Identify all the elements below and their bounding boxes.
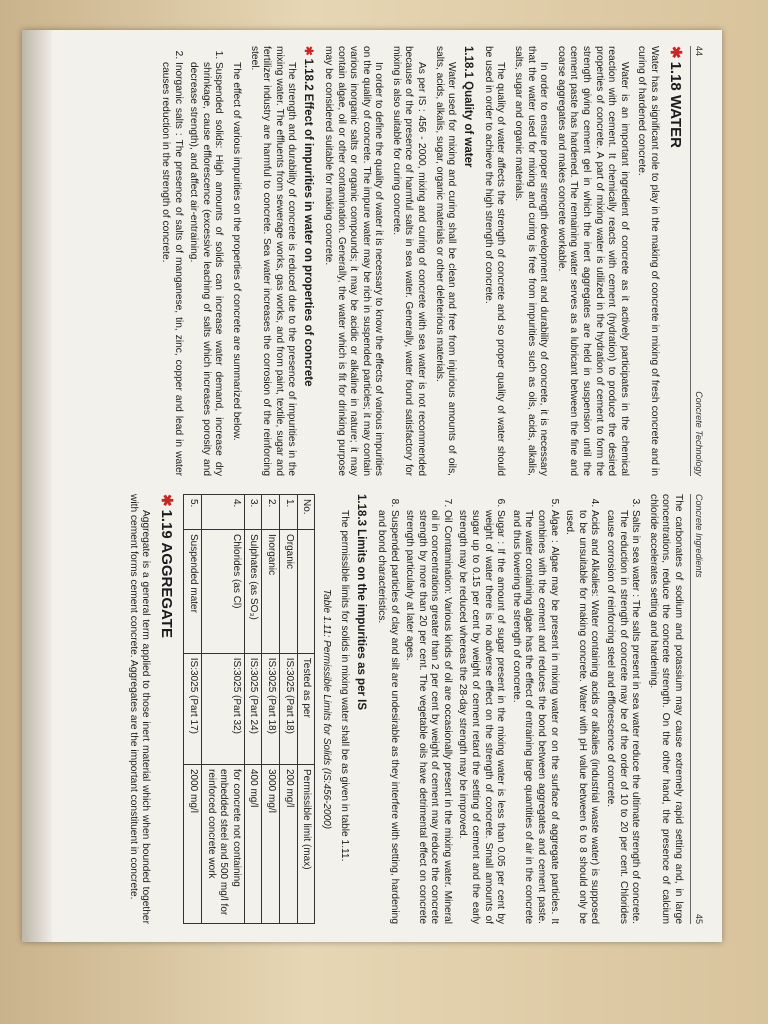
limits-heading: 1.18.3 Limits on the impurities as per IS: [355, 494, 368, 711]
intro-paragraph: Water has a significant role to play in the making of concrete in mixing of fresh concrete and in curing of hardened concrete.: [636, 46, 660, 476]
effect-paragraph: The effect of various impurities on the properties of concrete are summarized below.: [230, 62, 242, 441]
intro-paragraph: In order to ensure proper strength development and durability of concrete, it is necessary that the water used for mixing and curing is free from impurities such as oils, acids, alkalis, salts, sugar and organic materials.: [513, 46, 550, 476]
table-cell: Organic: [279, 530, 297, 654]
table-row: [262, 495, 280, 924]
table-cell: IS:3025 (Part 18): [262, 653, 280, 764]
quality-paragraph: As per IS : 456 - 2000, mixing and curing of concrete with sea water is not recommended because of the presence of harmful salts in sea water. Generally, water found satisfactory for mixing is also suitable for curing concrete.: [390, 46, 428, 476]
left-page-column: [47, 46, 707, 476]
aggregate-paragraph: Aggregate is a general term applied to those inert material which when bounded together with cement forms cement concrete. Aggregates are the important constituent in concrete.: [127, 494, 152, 924]
quality-paragraph: In order to define the quality of water it is necessary to know the effects of various impurities on the quality of concrete. The impure water may be rich in suspended particles; it may contain various inorganic salts or organic compounds; it may be acidic or alkaline in nature; it may contain algae, oil or other contamination. Generally, the water which is fit for drinking purpose may be considered suitable for making concrete.: [322, 46, 385, 476]
aggregate-heading-text: 1.19 AGGREGATE: [158, 509, 176, 638]
effect-heading-text: 1.18.2 Effect of impurities in water on properties of concrete: [302, 58, 315, 387]
effect-paragraph: The strength and durability of concrete is reduced due to the presence of impurities in the mixing water. The effluents from sewerage works, gas works, and from paint, textile, sugar and fertilizer industry are harmful to concrete. Sea water increases the corrosion of the reinforcing steel.: [248, 46, 298, 476]
carbonates-paragraph: The carbonates of sodium and potassium may cause extremely rapid setting and, in large concentrations, reduce the concrete strength. On the other hand, the presence of calcium chloride accelerates setting and hardening.: [647, 494, 684, 924]
quality-of-water-heading: 1.18.1 Quality of water: [462, 46, 475, 168]
table-header-cell: Permissible limit (max): [297, 765, 315, 924]
book-page: [22, 30, 722, 942]
table-cell: IS:3025 (Part 24): [244, 653, 262, 764]
table-header-cell: Tested as per: [297, 653, 315, 764]
star-mark-icon: ✱: [158, 494, 176, 507]
effect-of-impurities-heading: [301, 46, 315, 476]
left-running-head: Concrete Technology: [694, 391, 704, 476]
quality-paragraph: Water used for mixing and curing shall be clean and free from injurious amounts of oils, salts, acids, alkalis, sugar, organic materials or other deleterious materials.: [433, 46, 458, 476]
table-cell: Inorganic: [262, 530, 280, 654]
table-cell: 1.: [279, 495, 297, 530]
left-page-header: [690, 46, 707, 476]
table-cell: for concrete not containing embedded steel and 500 mg/l for reinforced concrete work: [202, 765, 245, 924]
table-cell: Suspended mater: [184, 530, 202, 654]
list-item: 7. Oil Contamination: Various kinds of oil are occasionally present in the mixing water. Mineral oil in concentrations greater than 2 per cent by weight of cement may reduce the concrete strength by more than 20 per cent. The vegetable oils have detrimental effect on concrete strength particularly at later ages.: [403, 510, 453, 924]
right-page-number: 45: [694, 913, 704, 924]
table-cell: IS:3025 (Part 17): [184, 653, 202, 764]
table-row: [279, 495, 297, 924]
table-header-cell: [297, 530, 315, 654]
list-item: 4. Acids and Alkalies: Water containing acids or alkalies (industrial waste water) is supposed to be unsuitable for making concrete. Water with pH value between 6 to 8 should only be used.: [563, 510, 601, 924]
table-cell: 3.: [244, 495, 262, 530]
section-title-water: [666, 46, 684, 476]
list-item: 1. Suspended solids: High amounts of solids can increase water demand, increase dry shrinkage, cause efflorescence (excessive leaching of salts which increases porosity and decrease strength), and affect air-entraining.: [187, 62, 225, 476]
star-mark-icon: ✱: [302, 46, 315, 56]
table-cell: 200 mg/l: [279, 765, 297, 924]
table-cell: 2000 mg/l: [184, 765, 202, 924]
list-item: 8. Suspended particles of clay and silt are undesirable as they interfere with setting, hardening and bond characteristics.: [374, 510, 399, 924]
list-item: 2. Inorganic salts : The presence of salts of manganese, tin, zinc, copper and lead in water causes reduction in the strength of concrete.: [158, 62, 183, 476]
rotated-page-content: [47, 38, 707, 934]
left-page-number: 44: [694, 46, 704, 57]
table-cell: 3000 mg/l: [262, 765, 280, 924]
right-page-header: [690, 494, 707, 924]
list-item: 6. Sugar : If the amount of sugar present in the mixing water is less than 0.05 per cent by weight of water there is no adverse effect on the strength of concrete. Small amounts of sugar up to 0.15 per cent by weight of cement retard the setting of cement and the early strength may be reduced whereas the 28-day strength may be improved.: [456, 510, 506, 924]
table-cell: IS:3025 (Part 18): [279, 653, 297, 764]
star-mark-icon: ✱: [667, 46, 684, 59]
table-cell: 4.: [202, 495, 245, 530]
table-row: [184, 495, 202, 924]
table-cell: 2.: [262, 495, 280, 530]
table-row: [202, 495, 245, 924]
effect-list: [158, 46, 224, 476]
intro-paragraph: Water is an important ingredient of concrete as it actively participates in the chemical reaction with cement. It chemically reacts with cement (hydration) to produce the desired properties of concrete. A part of mixing water is utilized in the hydration of cement to form the strength giving cement gel in which the inert aggregates are held in suspension until the cement paste has hardened. The remaining water serves as a lubricant between the fine and coarse aggregates and makes concrete workable.: [555, 46, 630, 476]
aggregate-heading: [157, 494, 175, 924]
list-item: 3. Salts in sea water : The salts present in sea water reduce the ultimate strength of concrete. The reduction in strength of concrete may be of the order of 10 to 20 per cent. Chlorides cause corrosion of reinforcing steel and efflorescence of concrete.: [603, 510, 641, 924]
table-cell: 5.: [184, 495, 202, 530]
table-cell: IS:3025 (Part 32): [202, 653, 245, 764]
right-page-column: [47, 494, 707, 924]
table-header-cell: No.: [297, 495, 315, 530]
table-cell: 400 mg/l: [244, 765, 262, 924]
table-caption: Table 1.11: Permissible Limits for Solids (IS:456-2000): [320, 588, 332, 830]
impurities-list: [374, 494, 641, 924]
table-header-row: [297, 495, 315, 924]
intro-paragraph: The quality of water affects the strength of concrete and so proper quality of water should be used in order to achieve the high strength of concrete.: [482, 46, 507, 476]
list-item: 5. Algae : Algae may be present in mixing water or on the surface of aggregate particles. It combines with the cement and reduces the bond between aggregates and cement paste. The water containing algae has the effect of entraining large quantities of air in the concrete and thus lowering the strength of concrete.: [509, 510, 559, 924]
right-running-head: Concrete Ingredients: [694, 494, 704, 578]
table-row: [244, 495, 262, 924]
limits-paragraph: The permissible limits for solids in mixing water shall be as given in table 1.11.: [339, 510, 351, 862]
table-cell: Sulphates (as SO₃): [244, 530, 262, 654]
permissible-limits-table: [183, 494, 315, 924]
table-cell: Chlorides (as Cl): [202, 530, 245, 654]
section-title-text: 1.18 WATER: [667, 61, 684, 148]
